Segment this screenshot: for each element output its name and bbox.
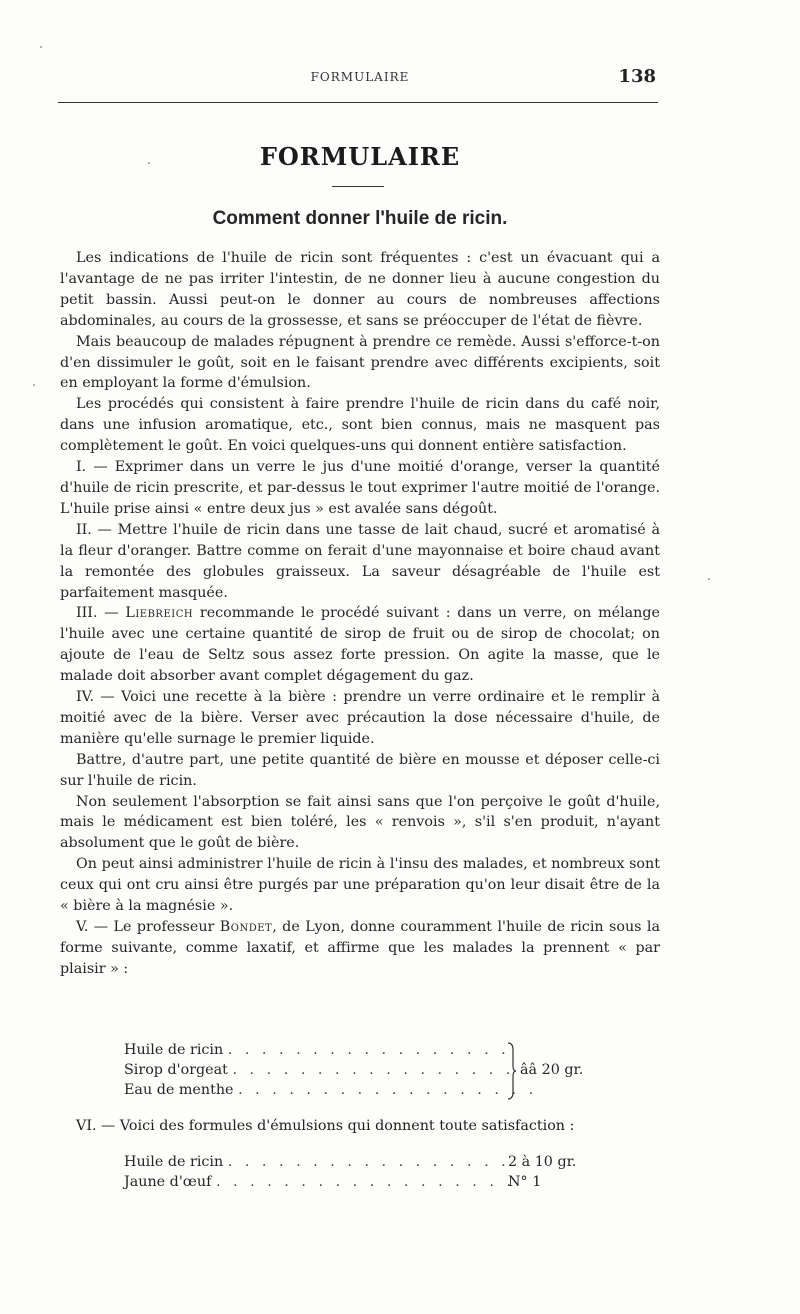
paragraph-method-1: I. — Exprimer dans un verre le jus d'une moitié d'orange, verser la quantité d'huile de ricin prescrite, et par-dessus le tout exprimer l'autre moitié de l'orange. L'huile prise ainsi « entre deux jus » est avalée sans dégoût. [60, 459, 660, 517]
title-rule [332, 186, 384, 187]
paper-speck [33, 384, 35, 386]
ingredient-amount: N° 1 [508, 1174, 542, 1190]
paragraph-method-4-insu: On peut ainsi administrer l'huile de ricin à l'insu des malades, et nombreux sont ceux qui ont cru ainsi être purgés par une préparation qu'on leur disait être de la « bière à la magnésie ». [60, 856, 660, 915]
ingredient-name: Huile de ricin [124, 1042, 224, 1058]
paragraph-repugnance: Mais beaucoup de malades répugnent à prendre ce remède. Aussi s'efforce-t-on d'en dissimuler le goût, soit en le faisant prendre avec différents excipients, soit en employant la forme d'émulsion. [60, 333, 660, 392]
paragraph-method-4-tolerance: Non seulement l'absorption se fait ainsi sans que l'on perçoive le goût d'huile, mais le médicament est bien toléré, les « renvois », s'il s'en produit, n'ayant absolument que le goût de bière. [60, 793, 660, 852]
method-5-number: V. — Le professeur [76, 919, 220, 935]
recipe-item [124, 1080, 537, 1100]
page-title: FORMULAIRE [259, 142, 461, 171]
dot-leader: . . . . . . . . . . . . . . . . . [227, 1042, 510, 1058]
page-number: 138 [618, 66, 656, 87]
paragraph-indications: Les indications de l'huile de ricin sont fréquentes : c'est un évacuant qui a l'avantage de ne pas irriter l'intestin, de ne donner lieu à aucune congestion du petit bassin. Aussi peut-on le donner au cours de nombreuses affections abdominales, au cours de la grossesse, et sans se préoccuper de l'état de fièvre. [60, 250, 660, 329]
author-bondet: Bondet [219, 919, 273, 935]
recipe-item [124, 1040, 510, 1060]
paragraph-method-6: VI. — Voici des formules d'émulsions qui donnent toute satisfaction : [76, 1118, 575, 1134]
header-rule [58, 102, 658, 103]
paragraph-method-3 [60, 603, 660, 687]
recipe-item [124, 1060, 514, 1080]
paragraph-method-2: II. — Mettre l'huile de ricin dans une tasse de lait chaud, sucré et aromatisé à la fleur d'oranger. Battre comme on ferait d'une mayonnaise et boire chaud avant la remontée des globules graisseux. La saveur désagréable de l'huile est parfaitement masquée. [60, 521, 660, 601]
recipe-item [124, 1172, 604, 1192]
paragraph-method-4-beat: Battre, d'autre part, une petite quantité de bière en mousse et déposer celle-ci sur l'huile de ricin. [60, 751, 660, 789]
dot-leader: . . . . . . . . . . . . . . . . . [232, 1062, 515, 1078]
paper-speck [40, 46, 42, 48]
method-5-text: , de Lyon, donne couramment l'huile de ricin sous la forme suivante, comme laxatif, et affirme que les malades la prennent « par plaisir » : [60, 919, 660, 977]
paragraph-methods: Les procédés qui consistent à faire prendre l'huile de ricin dans du café noir, dans une infusion aromatique, etc., sont bien connus, mais ne masquent pas complètement le goût. En voici quelques-uns qui donnent entière satisfaction. [60, 396, 660, 455]
ingredient-name: Jaune d'œuf [124, 1174, 212, 1190]
ingredient-name: Huile de ricin [124, 1154, 224, 1170]
method-3-number: III. — [76, 605, 126, 622]
paragraph-method-4: IV. — Voici une recette à la bière : prendre un verre ordinaire et le remplir à moitié avec de la bière. Verser avec précaution la dose nécessaire d'huile, de manière qu'elle surnage le premier liquide. [60, 689, 660, 747]
paragraph-method-5 [60, 917, 660, 980]
dot-leader: . . . . . . . . . . . . . . . . . . [238, 1082, 538, 1098]
author-liebreich: Liebreich [125, 605, 194, 622]
ingredient-name: Sirop d'orgeat [124, 1062, 228, 1078]
dot-leader: . . . . . . . . . . . . . . . . . . [215, 1174, 516, 1190]
method-3-text: recommande le procédé suivant : dans un verre, on mélange l'huile avec une certaine quantité de sirop de fruit ou de sirop de chocolat; on ajoute de l'eau de Seltz sous assez forte pression. On agite la masse, que le malade doit absorber avant complet dégagement du gaz. [60, 605, 661, 685]
paper-speck [708, 578, 710, 580]
curly-brace-icon [506, 1042, 516, 1100]
body-text [60, 248, 660, 980]
dot-leader: . . . . . . . . . . . . . . . . . [227, 1154, 510, 1170]
running-head [60, 66, 660, 88]
recipe-laxative [124, 1040, 624, 1104]
recipe-dose: ââ 20 gr. [520, 1062, 584, 1078]
paper-speck [148, 162, 150, 164]
recipe-item [124, 1152, 604, 1172]
ingredient-amount: 2 à 10 gr. [508, 1154, 577, 1170]
running-title: FORMULAIRE [310, 70, 410, 84]
recipe-emulsion [124, 1152, 624, 1196]
section-title: Comment donner l'huile de ricin. [212, 208, 508, 229]
ingredient-name: Eau de menthe [124, 1082, 234, 1098]
